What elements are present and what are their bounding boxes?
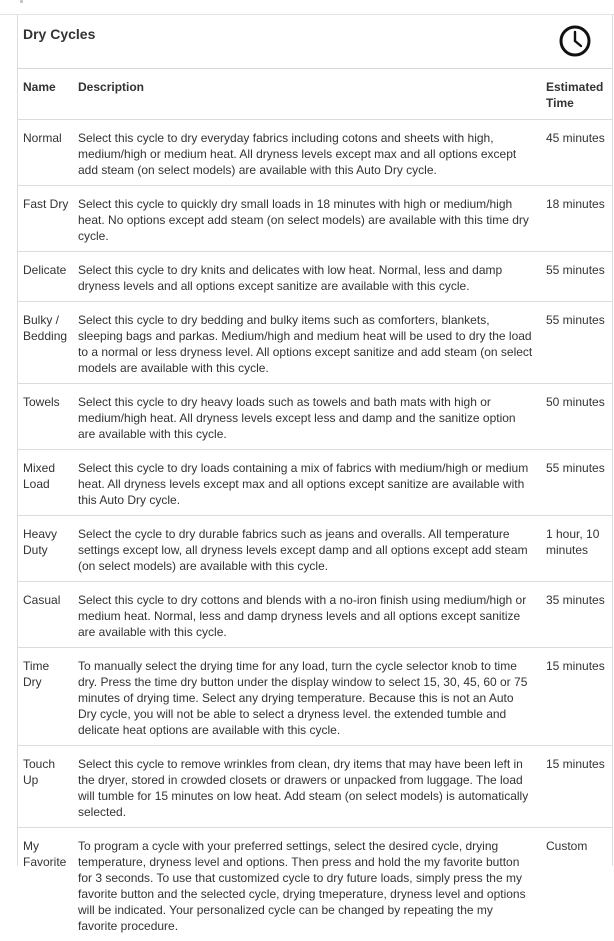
table-header-row [18, 69, 612, 120]
top-divider [0, 0, 614, 15]
cycle-name: Time Dry [18, 648, 73, 746]
cycle-time: 1 hour, 10 minutes [541, 516, 612, 582]
cycle-time: 55 minutes [541, 252, 612, 302]
cycle-time: 50 minutes [541, 384, 612, 450]
cycle-time: 55 minutes [541, 450, 612, 516]
cycle-description: Select this cycle to dry knits and delicates with low heat. Normal, less and damp dryness levels and all options except sanitize are available with this cycle. [73, 252, 541, 302]
table-row [18, 450, 612, 516]
table-row [18, 186, 612, 252]
header-description: Description [73, 69, 541, 120]
table-row [18, 746, 612, 828]
section-title: Dry Cycles [23, 26, 95, 42]
cycle-time: 15 minutes [541, 648, 612, 746]
table-row [18, 516, 612, 582]
cycle-description: To manually select the drying time for any load, turn the cycle selector knob to time dry. Press the time dry button under the display window to select 15, 30, 45, 60 or 75 minutes of drying time. Select any drying temperature. Because this is not an Auto Dry cycle, you will not be able to select a dryness level. the extended tumble and delicate heat options are available with this cycle. [73, 648, 541, 746]
table-row [18, 582, 612, 648]
cycle-name: Casual [18, 582, 73, 648]
dry-cycles-table [18, 69, 612, 941]
cycle-description: Select this cycle to dry cottons and blends with a no-iron finish using medium/high or medium heat. Normal, less and damp dryness levels and all options except sanitize are available with this cycle. [73, 582, 541, 648]
cycle-description: Select this cycle to dry heavy loads such as towels and bath mats with high or medium/high heat. All dryness levels except less and damp and the sanitize option are available with this cycle. [73, 384, 541, 450]
cycle-name: My Favorite [18, 828, 73, 941]
cycle-name: Delicate [18, 252, 73, 302]
cycle-name: Normal [18, 120, 73, 186]
cycle-time: 55 minutes [541, 302, 612, 384]
cycle-time: 15 minutes [541, 746, 612, 828]
cycle-name: Mixed Load [18, 450, 73, 516]
cycle-description: Select this cycle to dry everyday fabrics including cotons and sheets with high, medium/high or medium heat. All dryness levels except max and all options except add steam (on select models) are available with this Auto Dry cycle. [73, 120, 541, 186]
cycle-description: Select this cycle to quickly dry small loads in 18 minutes with high or medium/high heat. No options except add steam (on select models) are available with this time dry cycle. [73, 186, 541, 252]
cycle-time: 18 minutes [541, 186, 612, 252]
table-row [18, 648, 612, 746]
cycle-name: Touch Up [18, 746, 73, 828]
table-row [18, 252, 612, 302]
cycle-time: 35 minutes [541, 582, 612, 648]
dry-cycles-card [17, 14, 613, 866]
cycle-name: Fast Dry [18, 186, 73, 252]
section-header [18, 14, 612, 69]
table-row [18, 828, 612, 941]
top-edge-mark [20, 0, 23, 3]
cycle-time: Custom [541, 828, 612, 941]
cycle-description: To program a cycle with your preferred settings, select the desired cycle, drying temperature, dryness level and options. Then press and hold the my favorite button for 3 seconds. To use that customized cycle to dry future loads, simply press the my favorite button and the selected cycle, drying tmeperature, dryness level and options will be indicated. Your personalized cycle can be changed by repeating the my favorite procedure. [73, 828, 541, 941]
table-row [18, 302, 612, 384]
header-name: Name [18, 69, 73, 120]
table-row [18, 120, 612, 186]
clock-icon [559, 25, 591, 57]
cycle-description: Select the cycle to dry durable fabrics such as jeans and overalls. All temperature settings except low, all dryness levels except damp and all options except add steam (on select models) are available with this cycle. [73, 516, 541, 582]
cycle-description: Select this cycle to dry loads containing a mix of fabrics with medium/high or medium heat. All dryness levels except max and all options except sanitize are available with this Auto Dry cycle. [73, 450, 541, 516]
cycle-description: Select this cycle to dry bedding and bulky items such as comforters, blankets, sleeping bags and parkas. Medium/high and medium heat will be used to dry the load to a normal or less dryness level. All options except sanitize and add steam (on select models are available with this cycle. [73, 302, 541, 384]
table-row [18, 384, 612, 450]
cycle-description: Select this cycle to remove wrinkles from clean, dry items that may have been left in the dryer, stored in crowded closets or drawers or unpacked from luggage. The load will tumble for 15 minutes on low heat. Add steam (on select models) is automatically selected. [73, 746, 541, 828]
header-estimated-time: Estimated Time [541, 69, 612, 120]
cycle-time: 45 minutes [541, 120, 612, 186]
cycle-name: Heavy Duty [18, 516, 73, 582]
cycle-name: Towels [18, 384, 73, 450]
cycle-name: Bulky / Bedding [18, 302, 73, 384]
